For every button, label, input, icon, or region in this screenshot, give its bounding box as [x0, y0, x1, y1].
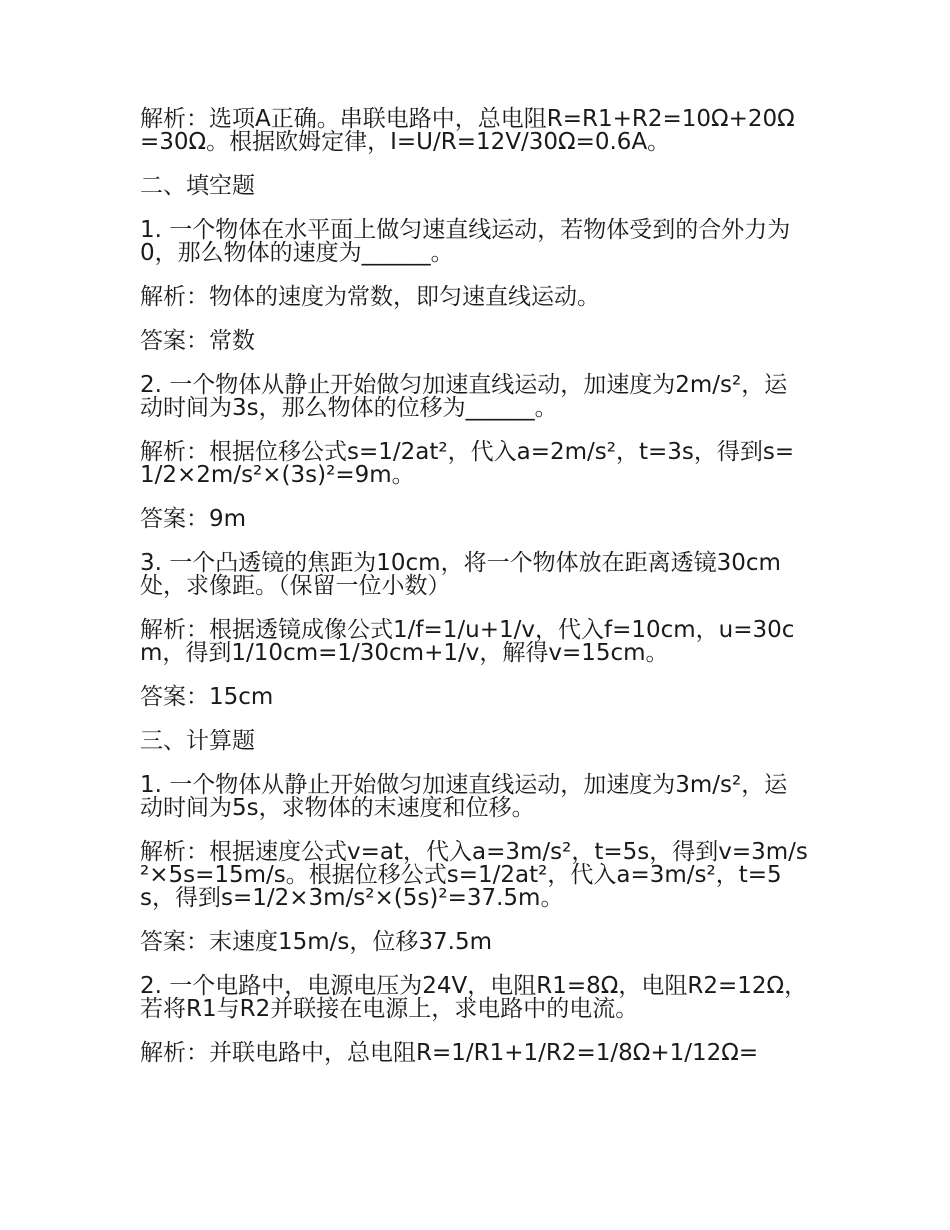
- analysis-paragraph: 解析：根据位移公式s=1/2at²，代入a=2m/s²，t=3s，得到s=1/2×2m/s²×(3s)²=9m。: [140, 439, 795, 488]
- analysis-paragraph: 解析：物体的速度为常数，即匀速直线运动。: [140, 284, 600, 310]
- analysis-paragraph: 解析：根据速度公式v=at，代入a=3m/s²，t=5s，得到v=3m/s²×5s=15m/s。根据位移公式s=1/2at²，代入a=3m/s²，t=5s，得到s=1/2×3m/s²×(5s)²=37.5m。: [140, 839, 808, 911]
- document-body: [140, 108, 808, 1086]
- question-paragraph: 1. 一个物体从静止开始做匀加速直线运动，加速度为3m/s²，运动时间为5s，求物体的末速度和位移。: [140, 772, 788, 821]
- section-heading-fill-in-blank: 二、填空题: [140, 173, 255, 199]
- answer-paragraph: 答案：9m: [140, 506, 247, 532]
- question-paragraph: 3. 一个凸透镜的焦距为10cm，将一个物体放在距离透镜30cm处，求像距。（保留一位小数）: [140, 550, 781, 599]
- answer-paragraph: 答案：常数: [140, 328, 255, 354]
- analysis-paragraph: 解析：选项A正确。串联电路中，总电阻R=R1+R2=10Ω+20Ω=30Ω。根据欧姆定律，I=U/R=12V/30Ω=0.6A。: [140, 106, 795, 155]
- analysis-paragraph: 解析：并联电路中，总电阻R=1/R1+1/R2=1/8Ω+1/12Ω=: [140, 1040, 759, 1066]
- analysis-paragraph: 解析：根据透镜成像公式1/f=1/u+1/v，代入f=10cm，u=30cm，得到1/10cm=1/30cm+1/v，解得v=15cm。: [140, 617, 795, 666]
- question-paragraph: 2. 一个物体从静止开始做匀加速直线运动，加速度为2m/s²，运动时间为3s，那么物体的位移为______。: [140, 372, 788, 421]
- question-paragraph: 1. 一个物体在水平面上做匀速直线运动，若物体受到的合外力为0，那么物体的速度为______。: [140, 217, 791, 266]
- answer-paragraph: 答案：15cm: [140, 684, 274, 710]
- section-heading-calculation: 三、计算题: [140, 728, 255, 754]
- question-paragraph: 2. 一个电路中，电源电压为24V，电阻R1=8Ω，电阻R2=12Ω，若将R1与R2并联接在电源上，求电路中的电流。: [140, 973, 808, 1022]
- answer-paragraph: 答案：末速度15m/s，位移37.5m: [140, 929, 493, 955]
